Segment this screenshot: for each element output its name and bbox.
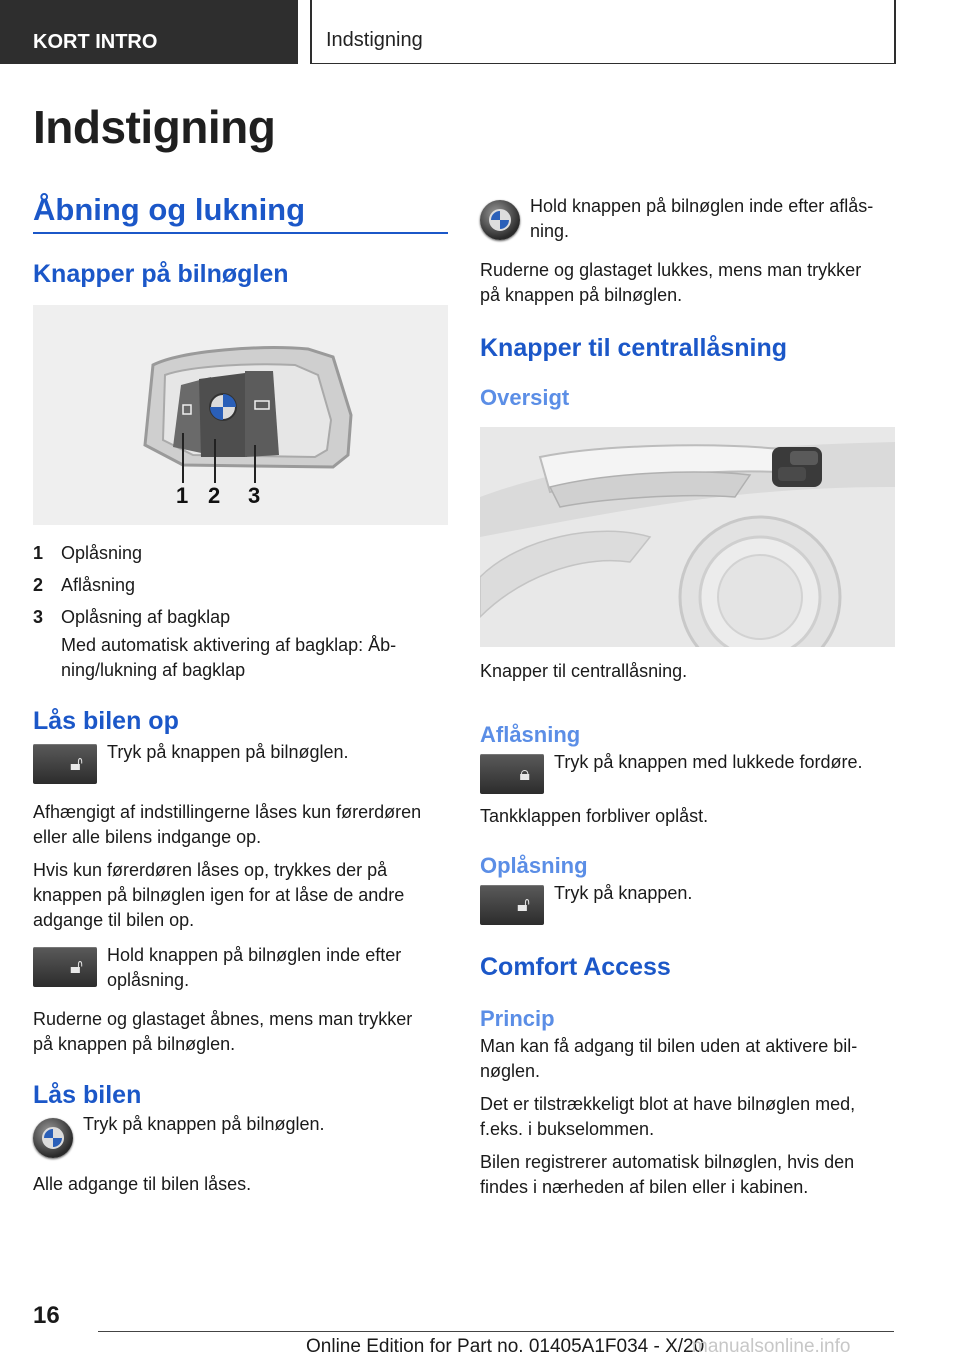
paragraph: Ruderne og glastaget åbnes, mens man trykker på knappen på bilnøglen.: [33, 1009, 413, 1054]
list-item: [33, 601, 448, 633]
page-header: [0, 0, 960, 66]
paragraph: Det er tilstrækkeligt blot at have bilnøglen med, f.eks. i bukselommen.: [480, 1094, 856, 1139]
paragraph: Bilen registrerer automatisk bilnøglen, hvis den findes i nærheden af bilen eller i kabinen.: [480, 1152, 855, 1197]
watermark: manualsonline.info: [692, 1336, 851, 1357]
figure-number-3: 3: [248, 483, 261, 508]
unlock-instruction: [33, 740, 448, 784]
paragraph: Man kan få adgang til bilen uden at aktivere bil- nøglen.: [480, 1036, 858, 1081]
overview-heading: Oversigt: [480, 385, 570, 410]
car-key-logo-icon: [480, 200, 520, 240]
key-fob-illustration: [33, 305, 448, 525]
page-title: Indstigning: [33, 101, 276, 153]
unlock-button-icon: 🔓︎: [33, 947, 97, 987]
paragraph: Ruderne og glastaget lukkes, mens man trykker på knappen på bilnøglen.: [480, 260, 862, 305]
section-heading: Åbning og lukning: [33, 192, 448, 234]
note-line: Med automatisk aktivering af bagklap: Åb-: [61, 635, 397, 655]
instruction-text: Tryk på knappen med lukkede fordøre.: [554, 752, 863, 772]
instruction-text: Tryk på knappen på bilnøglen.: [107, 742, 349, 762]
key-fob-figure: [33, 305, 448, 525]
central-locking-heading: Knapper til centrallåsning: [480, 334, 788, 362]
chapter-tab: Indstigning: [310, 0, 896, 64]
item-text: Oplåsning af bagklap: [61, 607, 231, 627]
unlock-button-icon: 🔓︎: [480, 885, 544, 925]
list-item: [33, 569, 448, 601]
lock-instruction: [33, 1112, 448, 1158]
figure-number-2: 2: [208, 483, 221, 508]
note-line: ning/lukning af bagklap: [61, 660, 246, 680]
left-column: [33, 190, 448, 1197]
unlocking-heading: Oplåsning: [480, 853, 588, 878]
list-item: [33, 537, 448, 569]
unlocking-instruction: [480, 881, 895, 925]
unlock-car-heading: Lås bilen op: [33, 707, 179, 735]
item-number: 1: [33, 543, 44, 563]
paragraph: Tankklappen forbliver oplåst.: [480, 806, 709, 826]
door-panel-illustration: [480, 427, 895, 647]
section-tab: KORT INTRO: [0, 0, 298, 64]
edition-text: Online Edition for Part no. 01405A1F034 - X/20: [306, 1336, 705, 1357]
hold-lock-instruction: [480, 194, 895, 244]
hold-unlock-instruction: [33, 943, 448, 993]
right-column: [480, 190, 895, 1200]
instruction-text: Tryk på knappen på bilnøglen.: [83, 1114, 325, 1134]
instruction-text: Hold knappen på bilnøglen inde efter aflås- ning.: [530, 196, 874, 241]
key-button-list: [33, 537, 448, 683]
figure-number-1: 1: [176, 483, 189, 508]
tailgate-note: [33, 633, 448, 683]
paragraph: Afhængigt af indstillingerne låses kun førerdøren eller alle bilens indgange op.: [33, 802, 422, 847]
unlock-button-icon: 🔓︎: [33, 744, 97, 784]
item-text: Oplåsning: [61, 543, 143, 563]
locking-instruction: [480, 750, 895, 794]
paragraph: Alle adgange til bilen låses.: [33, 1174, 252, 1194]
item-text: Aflåsning: [61, 575, 136, 595]
key-buttons-heading: Knapper på bilnøglen: [33, 260, 289, 288]
item-number: 2: [33, 575, 44, 595]
instruction-text: Hold knappen på bilnøglen inde efter oplåsning.: [107, 945, 402, 990]
paragraph: Hvis kun førerdøren låses op, trykkes der på knappen på bilnøglen igen for at låse de andre adgange til bilen op.: [33, 860, 405, 930]
footer-divider: [98, 1331, 894, 1332]
locking-heading: Aflåsning: [480, 722, 581, 747]
instruction-text: Tryk på knappen.: [554, 883, 693, 903]
car-key-logo-icon: [33, 1118, 73, 1158]
lock-car-heading: Lås bilen: [33, 1081, 142, 1109]
item-number: 3: [33, 607, 44, 627]
door-panel-figure: [480, 427, 895, 647]
lock-button-icon: 🔒︎: [480, 754, 544, 794]
comfort-access-heading: Comfort Access: [480, 953, 671, 981]
page-number: 16: [33, 1302, 60, 1329]
principle-heading: Princip: [480, 1006, 555, 1031]
figure-caption: Knapper til centrallåsning.: [480, 661, 688, 681]
